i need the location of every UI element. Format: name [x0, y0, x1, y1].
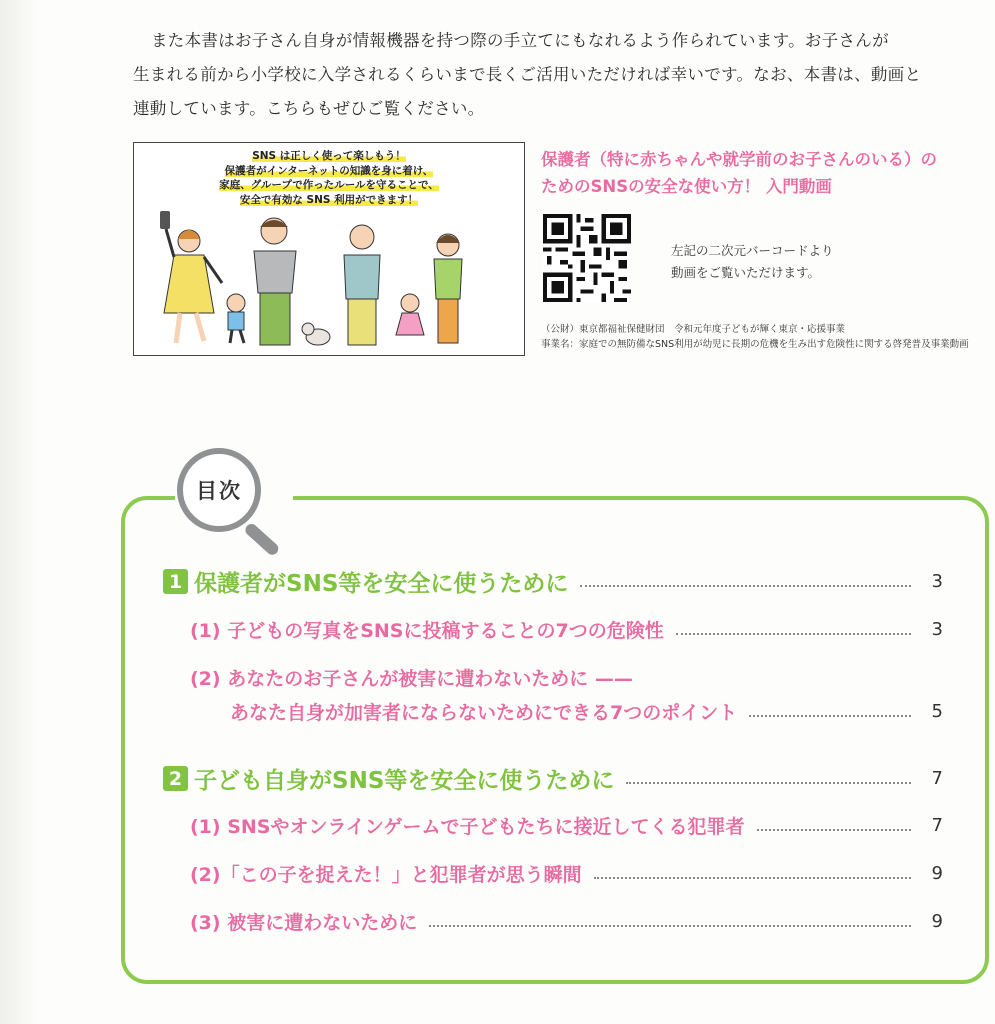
credit-line: （公財）東京都福祉保健財団 令和元年度子どもが輝く東京・応援事業 — [541, 324, 846, 335]
grandfather-figure — [344, 225, 380, 345]
family-illustration — [133, 142, 525, 356]
leader-dots — [580, 585, 911, 587]
toc-item-continued[interactable] — [230, 698, 943, 725]
video-title-line: ためのSNSの安全な使い方！ 入門動画 — [541, 177, 832, 196]
qr-note-line: 左記の二次元バーコードより — [671, 243, 834, 258]
leader-dots — [757, 829, 911, 831]
toc-item[interactable] — [190, 664, 943, 691]
toc-heading-badge — [165, 448, 285, 548]
toc-item[interactable] — [190, 616, 943, 643]
cat-figure — [302, 323, 330, 345]
toc-section[interactable] — [163, 762, 943, 795]
magnifier-icon — [177, 448, 261, 532]
qr-code-icon[interactable] — [543, 214, 631, 302]
toc-heading: 目次 — [196, 479, 242, 503]
qr-note — [671, 240, 834, 284]
section-number-badge: 1 — [163, 569, 188, 594]
girl-figure — [396, 294, 424, 335]
item-title: (1) SNSやオンラインゲームで子どもたちに接近してくる犯罪者 — [190, 816, 745, 838]
item-title: (2)「この子を捉えた！」と犯罪者が思う瞬間 — [190, 864, 582, 886]
item-title: (2) あなたのお子さんが被害に遭わないために —— — [190, 668, 633, 690]
item-title: (3) 被害に遭わないために — [190, 912, 418, 934]
page-number: 7 — [931, 768, 943, 789]
leader-dots — [626, 782, 911, 784]
section-title: 保護者がSNS等を安全に使うために — [194, 571, 569, 597]
mother-figure — [160, 211, 222, 343]
toc-item[interactable] — [190, 860, 943, 887]
toc-section[interactable] — [163, 565, 943, 598]
illustration-line: 保護者がインターネットの知識を身に着け、 — [224, 164, 434, 177]
item-title: (1) 子どもの写真をSNSに投稿することの7つの危険性 — [190, 620, 664, 642]
leader-dots — [429, 925, 911, 927]
video-title — [541, 146, 981, 200]
page-number: 5 — [931, 701, 943, 722]
leader-dots — [594, 877, 911, 879]
leader-dots — [749, 715, 911, 717]
intro-paragraph — [133, 24, 973, 126]
toc-item[interactable] — [190, 908, 943, 935]
credit-line: 事業名：家庭での無防備なSNS利用が幼児に長期の危機を生み出す危険性に関する啓発普及事業動画 — [541, 339, 969, 350]
page-edge-shadow — [0, 0, 38, 1024]
woman-figure — [434, 234, 462, 343]
credit-text — [541, 322, 969, 352]
illustration-line: 家庭、グループで作ったルールを守ることで、 — [219, 179, 439, 191]
page-number: 3 — [931, 619, 943, 640]
intro-line: 連動しています。こちらもぜひご覧ください。 — [133, 99, 485, 118]
page-number: 9 — [931, 911, 943, 932]
section-title: 子ども自身がSNS等を安全に使うために — [194, 768, 615, 794]
intro-line: また本書はお子さん自身が情報機器を持つ際の手立てにもなれるよう作られています。お子さんが — [151, 31, 889, 50]
father-figure — [254, 218, 296, 345]
section-number-badge: 2 — [163, 766, 188, 791]
page-number: 9 — [931, 863, 943, 884]
illustration-line: SNS は正しく使って楽しもう！ — [252, 150, 406, 162]
leader-dots — [676, 633, 911, 635]
illustration-line: 安全で有効な SNS 利用ができます！ — [239, 193, 419, 206]
item-title-continued: あなた自身が加害者にならないためにできる7つのポイント — [230, 702, 738, 724]
toc-item[interactable] — [190, 812, 943, 839]
page-number: 3 — [931, 571, 943, 592]
qr-note-line: 動画をご覧いただけます。 — [671, 265, 821, 280]
toddler-figure — [227, 294, 245, 343]
page-number: 7 — [931, 815, 943, 836]
video-title-line: 保護者（特に赤ちゃんや就学前のお子さんのいる）の — [541, 150, 937, 169]
illustration-caption — [134, 149, 524, 207]
intro-line: 生まれる前から小学校に入学されるくらいまで長くご活用いただければ幸いです。なお、本書は、動画と — [133, 65, 922, 84]
